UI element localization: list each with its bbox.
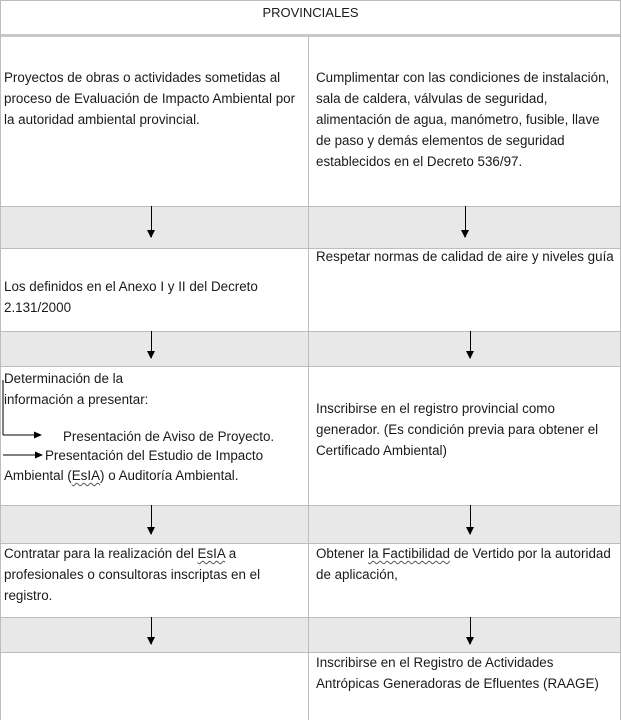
arrow-band-2 [0, 331, 621, 366]
column-divider [308, 36, 309, 720]
contract-text-c: a profesionales o consultoras inscriptas en el registro. [4, 546, 261, 603]
left-cell-annex: Los definidos en el Anexo I y II del Decreto 2.131/2000 [4, 279, 258, 315]
down-arrow-icon [151, 331, 152, 358]
right-cell-register: Inscribirse en el registro provincial como generador. (Es condición previa para obtener el Certificado Ambiental) [316, 401, 599, 458]
table-header-title: PROVINCIALES [262, 5, 359, 20]
header-divider [0, 34, 621, 37]
factibilidad-word: la Factibilidad [368, 546, 450, 561]
down-arrow-icon [465, 206, 466, 237]
right-cell-raage: Inscribirse en el Registro de Actividades Antrópicas Generadoras de Efluentes (RAAGE) [316, 655, 599, 691]
down-arrow-icon [151, 505, 152, 534]
feasibility-text-c: de Vertido por la autoridad de aplicación, [316, 546, 611, 582]
arrow-band-1 [0, 206, 621, 248]
right-cell-air-quality: Respetar normas de calidad de aire y niveles guía [316, 249, 614, 264]
row-divider [0, 206, 621, 207]
determination-line2: información a presentar: [4, 392, 149, 407]
row-divider [0, 617, 621, 618]
down-arrow-icon [470, 617, 471, 644]
arrow-band-3 [0, 505, 621, 543]
row-divider [0, 366, 621, 367]
table-border-top [0, 0, 621, 1]
esia-abbrev: EsIA [71, 468, 101, 483]
item-estudio-line1: Presentación del Estudio de Impacto [45, 448, 264, 463]
table-border-right [620, 0, 621, 720]
row-divider [0, 505, 621, 506]
table-border-left [0, 0, 1, 720]
down-arrow-icon [151, 206, 152, 237]
item-estudio-text-c: ) o Auditoría Ambiental. [100, 468, 239, 483]
left-cell-projects: Proyectos de obras o actividades sometidas al proceso de Evaluación de Impacto Ambiental por la autoridad ambiental provincial. [4, 70, 296, 127]
contract-text-a: Contratar para la realización del [4, 546, 198, 561]
right-cell-feasibility [316, 543, 616, 585]
item-aviso-proyecto: Presentación de Aviso de Proyecto. [63, 429, 275, 444]
down-arrow-icon [470, 331, 471, 358]
connector-arrows [0, 380, 60, 470]
down-arrow-icon [470, 505, 471, 534]
feasibility-text-a: Obtener [316, 546, 369, 561]
down-arrow-icon [151, 617, 152, 644]
item-estudio-text-a: Ambiental ( [4, 468, 72, 483]
left-cell-contract [4, 543, 300, 606]
arrow-band-4 [0, 617, 621, 652]
esia-abbrev: EsIA [197, 546, 226, 561]
right-cell-conditions: Cumplimentar con las condiciones de instalación, sala de caldera, válvulas de seguridad, alimentación de agua, manómetro, fusible, llave de paso y demás elementos de seguridad establecidos en el Decreto 536/97. [316, 70, 610, 169]
determination-line1: Determinación de la [4, 371, 124, 386]
row-divider [0, 331, 621, 332]
